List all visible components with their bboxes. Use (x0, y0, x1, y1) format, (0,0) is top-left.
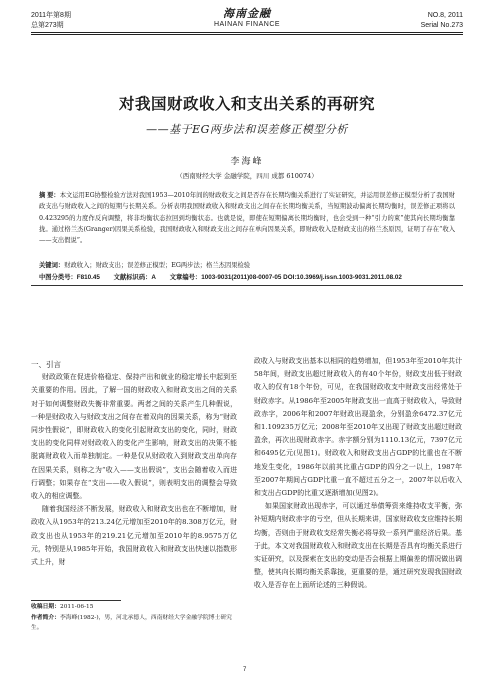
abstract-text: 本文运用EG协整检验方法对我国1953—2010年间的财政收支之间是否存在长期均衡关系进行了实证研究，并运用误差修正模型分析了我国财政支出与财政收入之间的短期与长期关系。分析表明我国财政收入和财政支出之间存在长期均衡关系，当短期波动偏离长期均衡时，误差修正项将以0.423295的力度作反向调整，将非均衡状态拉回到均衡状态。也就是说，即使在短期偏离长期均衡时，也会受到一种“引力的束”使其向长期均衡靠拢。通过格兰杰(Granger)因果关系检验，我国财政收入和财政支出之间存在单向因果关系，即财政收入是财政支出的格兰杰原因，证明了存在“收入——支出假说”。 (39, 192, 455, 245)
author-bio (31, 613, 237, 634)
clc-number: 中图分类号：F810.45 (39, 274, 100, 281)
footnote (31, 602, 237, 634)
keywords (39, 260, 455, 271)
classification-line (39, 272, 455, 283)
document-code: 文献标识码：A (113, 274, 156, 281)
page-number: 7 (243, 667, 247, 673)
header-rule (31, 32, 463, 33)
header-rule-thin (31, 34, 463, 35)
keywords-text: 财政收入；财政支出；误差修正模型；EG两步法；格兰杰因果检验 (64, 262, 251, 269)
right-column (254, 355, 462, 593)
article-number: 文章编号：1003-9031(2011)08-0007-05 DOI:10.3969/j.issn.1003-9031.2011.08.02 (169, 274, 402, 281)
article-subtitle: ——基于EG两步法和误差修正模型分析 (146, 123, 348, 136)
author-affiliation: （西南财经大学 金融学院，四川 成都 610074） (176, 172, 318, 180)
paragraph: 如果国家财政出现赤字，可以通过举债筹资来维持收支平衡，弥补短期内财政赤字的亏空，但从长期来讲，国家财政收支应维持长期均衡，否则由于财政收支经常失衡必将导致一系列严重经济后果。基于此，本文对我国财政收入和财政支出在长期是否具有均衡关系进行实证研究，以及探索在支出的变动是否会根据上期偏差的情况做出调整，使其向长期均衡关系靠拢，更重要的是，通过研究发现我国财政收入是否存在上面所论述的三种假说。 (254, 502, 462, 590)
issue-number: 2011年第8期 (31, 12, 71, 19)
received-label: 收稿日期： (31, 604, 60, 610)
received-date (31, 602, 237, 613)
journal-name-en: HAINAN FINANCE (213, 21, 281, 28)
footnote-rule (31, 600, 121, 601)
author-bio-text: 李海峰(1982-)，男，河北承德人，西南财经大学金融学院博士研究生。 (31, 614, 232, 631)
abstract-label: 摘 要： (39, 192, 60, 199)
journal-logo: 海南金融 (223, 7, 271, 20)
paragraph: 随着我国经济不断发展，财政收入和财政支出也在不断增加，财政收入从1953年的213.24亿元增加至2010年的8.308万亿元，财政支出也从1953年的219.21亿元增加至2010年的8.9575万亿元，特别是从1985年开始，我国财政收入和财政支出快速以指数形式上升，财 (31, 505, 237, 567)
serial-number-en: Serial No.273 (420, 22, 463, 29)
journal-name (31, 8, 463, 30)
serial-number: 总第273期 (31, 22, 64, 29)
abstract-rule (31, 285, 463, 286)
left-column (31, 358, 237, 569)
received-value: 2011-06-15 (60, 604, 94, 610)
article-title: 对我国财政收入和支出关系的再研究 (118, 94, 375, 113)
issue-info-right (421, 11, 463, 31)
abstract (39, 190, 455, 246)
journal-header (31, 8, 463, 48)
issue-number-en: NO.8, 2011 (427, 12, 463, 19)
paragraph: 政收入与财政支出基本以相同的趋势增加，但1953年至2010年共计58年间，财政支出超过财政收入的有40个年份，财政支出低于财政收入的仅有18个年份，可见，在我国财政收支中财政支出经常处于财政赤字。从1986年至2005年财政支出一直高于财政收入，导致财政赤字，2006年和2007年财政出现盈余，分别盈余6472.37亿元和1.109235万亿元；2008年至2010年又出现了财政支出超过财政盈余，再次出现财政赤字。赤字额分别为1110.13亿元，7397亿元和6495亿元(见图1)。财政收入和财政支出占GDP的比重也在不断地发生变化，1986年以前其比重占GDP的四分之一以上，1987年至2007年期间占GDP比重一直不超过五分之一，2007年以后收入和支出占GDP的比重又逐渐增加(见图2)。 (254, 357, 462, 498)
keywords-label: 关键词： (39, 262, 65, 269)
author-name: 李海峰 (230, 157, 264, 167)
section-heading: 一、引言 (31, 360, 61, 369)
paragraph: 财政政策在促进价格稳定、保持产出和就业的稳定增长中起到至关重要的作用。因此，了解一国的财政收入和财政支出之间的关系对于如何调整财政失衡非常重要。两者之间的关系产生几种假说，一种是财政收入与财政支出之间存在着双向的因果关系，称为“财政同步性假说”，即财政收入的变化引起财政支出的变化，同时，财政支出的变化同样对财政收入的变化产生影响，财政支出的决策不能脱离财政收入而单独制定。一种是仅从财政收入到财政支出单向存在因果关系，则称之为“收入——支出假说”，支出会随着收入而进行调整；如果存在“支出——收入假说”，则表明支出的调整会导致收入的相应调整。 (31, 373, 237, 501)
author-bio-label: 作者简介： (31, 614, 60, 621)
